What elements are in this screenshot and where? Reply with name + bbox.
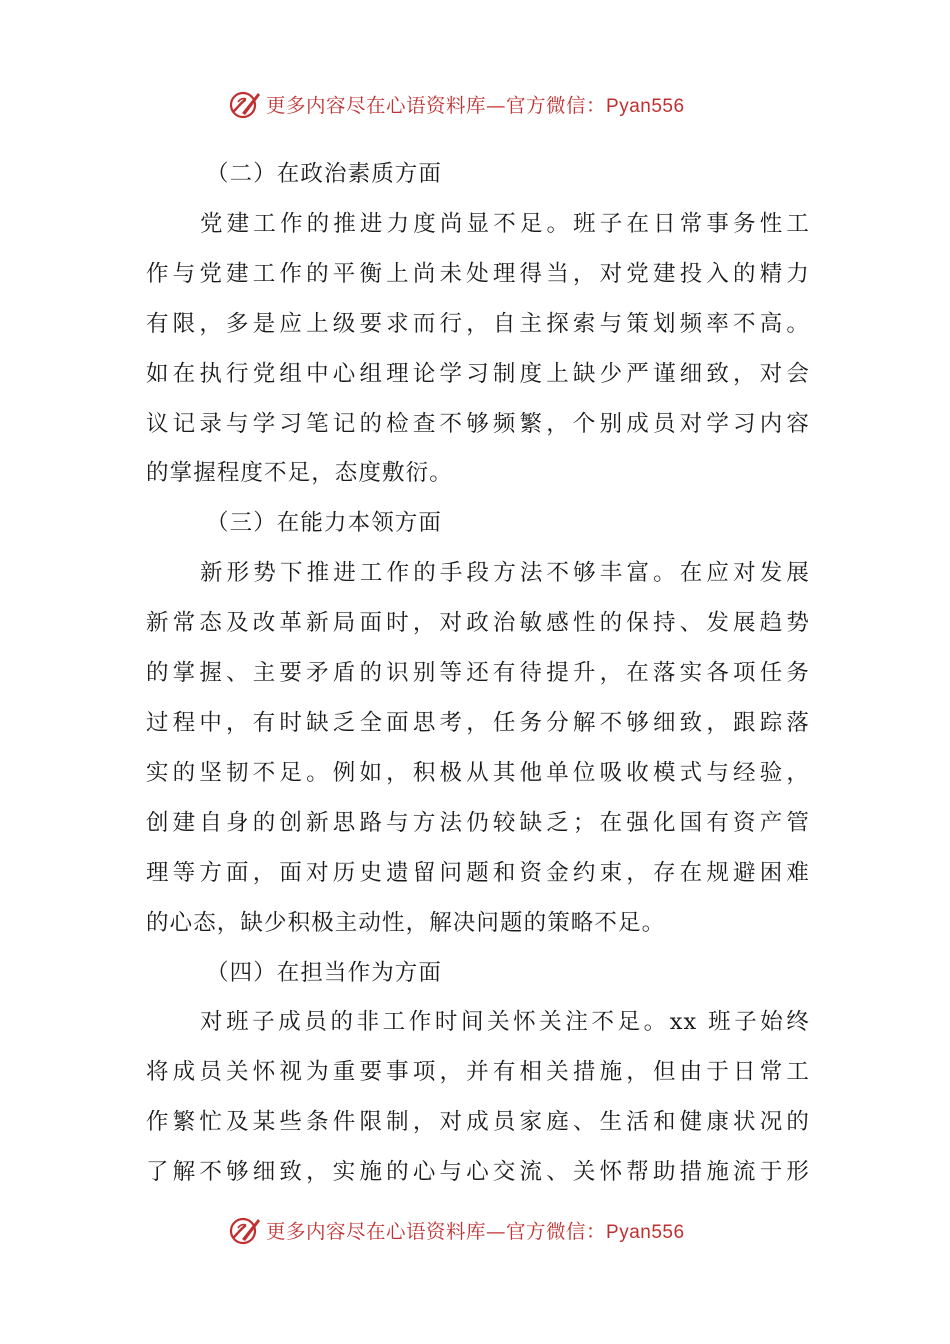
text-line: 的心态，缺少积极主动性，解决问题的策略不足。 [146, 909, 666, 936]
text-line: 有限，多是应上级要求而行，自主探索与策划频率不高。 [146, 310, 810, 337]
watermark-banner-bottom [228, 1212, 685, 1248]
watermark-text: 更多内容尽在心语资料库—官方微信：Pyan556 [266, 94, 685, 117]
watermark-banner-top [228, 86, 685, 122]
text-line: 将成员关怀视为重要事项，并有相关措施，但由于日常工 [146, 1059, 810, 1086]
text-line: 过程中，有时缺乏全面思考，任务分解不够细致，跟踪落 [146, 709, 810, 736]
text-line: 实的坚韧不足。例如，积极从其他单位吸收模式与经验， [146, 759, 810, 786]
watermark-text: 更多内容尽在心语资料库—官方微信：Pyan556 [266, 1220, 685, 1243]
text-line: 议记录与学习笔记的检查不够频繁，个别成员对学习内容 [146, 410, 810, 437]
pen-logo-icon [228, 87, 262, 121]
text-line: 理等方面，面对历史遗留问题和资金约束，存在规避困难 [146, 859, 810, 886]
text-line: 的掌握、主要矛盾的识别等还有待提升，在落实各项任务 [146, 660, 810, 687]
text-line: 新常态及改革新局面时，对政治敏感性的保持、发展趋势 [146, 610, 810, 637]
text-line: 党建工作的推进力度尚显不足。班子在日常事务性工 [200, 210, 810, 237]
text-line: 的掌握程度不足，态度敷衍。 [146, 460, 453, 487]
paragraph-ability [146, 549, 810, 948]
text-line: 如在执行党组中心组理论学习制度上缺少严谨细致，对会 [146, 360, 810, 387]
section-heading-responsibility: （四）在担当作为方面 [206, 959, 443, 986]
paragraph-responsibility [146, 998, 810, 1198]
paragraph-political [146, 200, 810, 499]
text-line: 创建自身的创新思路与方法仍较缺乏；在强化国有资产管 [146, 809, 810, 836]
text-line: 作繁忙及某些条件限制，对成员家庭、生活和健康状况的 [146, 1109, 810, 1136]
text-line: 作与党建工作的平衡上尚未处理得当，对党建投入的精力 [146, 260, 810, 287]
text-line: 新形势下推进工作的手段方法不够丰富。在应对发展 [200, 560, 810, 587]
text-line: 了解不够细致，实施的心与心交流、关怀帮助措施流于形 [146, 1159, 810, 1186]
section-heading-political: （二）在政治素质方面 [206, 161, 443, 187]
text-line: 对班子成员的非工作时间关怀关注不足。xx 班子始终 [200, 1009, 810, 1036]
section-heading-ability: （三）在能力本领方面 [206, 510, 443, 537]
document-body [146, 150, 810, 1198]
pen-logo-icon [228, 1213, 262, 1247]
